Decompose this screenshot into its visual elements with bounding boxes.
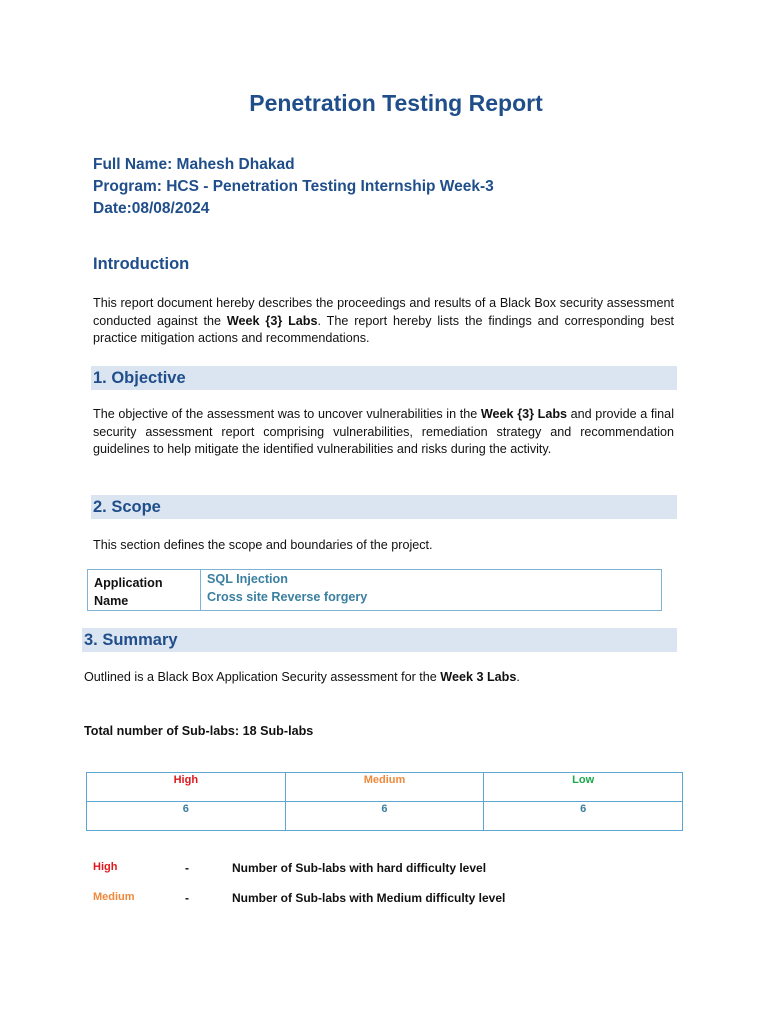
legend-dash: - <box>185 891 189 905</box>
legend-level: High <box>93 861 118 873</box>
introduction-text <box>93 295 674 348</box>
objective-text <box>93 406 674 459</box>
scope-table-values <box>201 570 373 610</box>
introduction-text-bold: Week {3} Labs <box>226 313 318 328</box>
report-date: Date:08/08/2024 <box>93 200 210 217</box>
legend-description: Number of Sub-labs with hard difficulty level <box>232 861 487 875</box>
scope-table <box>87 569 662 611</box>
objective-text-part: The objective of the assessment was to uncover vulnerabilities in the <box>93 407 481 421</box>
introduction-heading: Introduction <box>93 255 190 273</box>
introduction-text-part: This report document hereby describes the proceedings and results of a Black Box security assessment conducted against the <box>93 296 674 328</box>
scope-item: SQL Injection <box>207 572 288 586</box>
severity-value-high: 6 <box>87 802 286 831</box>
severity-header-row <box>87 773 683 802</box>
report-meta <box>93 154 494 220</box>
severity-header-high: High <box>87 773 286 802</box>
summary-heading: 3. Summary <box>82 628 677 652</box>
summary-text-bold: Week 3 Labs <box>440 670 517 684</box>
severity-value-row <box>87 802 683 831</box>
severity-header-low: Low <box>484 773 683 802</box>
summary-text-part: . <box>516 670 520 684</box>
summary-text-part: Outlined is a Black Box Application Security assessment for the <box>84 670 441 684</box>
severity-table <box>86 772 683 831</box>
severity-header-medium: Medium <box>285 773 484 802</box>
scope-text: This section defines the scope and boundaries of the project. <box>93 538 433 552</box>
summary-text <box>84 670 520 684</box>
introduction-text-part: . The report hereby lists the findings and corresponding best practice mitigation actions and recommendations. <box>93 313 674 345</box>
objective-text-bold: Week {3} Labs <box>480 407 568 421</box>
scope-heading: 2. Scope <box>91 495 677 519</box>
page-title: Penetration Testing Report <box>249 90 543 116</box>
program: Program: HCS - Penetration Testing Internship Week-3 <box>93 178 494 195</box>
total-sublabs: Total number of Sub-labs: 18 Sub-labs <box>84 724 314 738</box>
scope-table-label: Application Name <box>88 570 201 610</box>
objective-heading: 1. Objective <box>91 366 677 390</box>
legend-level: Medium <box>93 891 135 903</box>
legend-description: Number of Sub-labs with Medium difficulty level <box>232 891 506 905</box>
severity-value-low: 6 <box>484 802 683 831</box>
scope-item: Cross site Reverse forgery <box>207 589 368 604</box>
legend-dash: - <box>185 861 189 875</box>
objective-text-part: and provide a final security assessment report comprising vulnerabilities, remediation strategy and recommendation guidelines to help mitigate the identified vulnerabilities and risks during the activity. <box>93 407 674 456</box>
full-name: Full Name: Mahesh Dhakad <box>93 156 295 173</box>
severity-value-medium: 6 <box>285 802 484 831</box>
